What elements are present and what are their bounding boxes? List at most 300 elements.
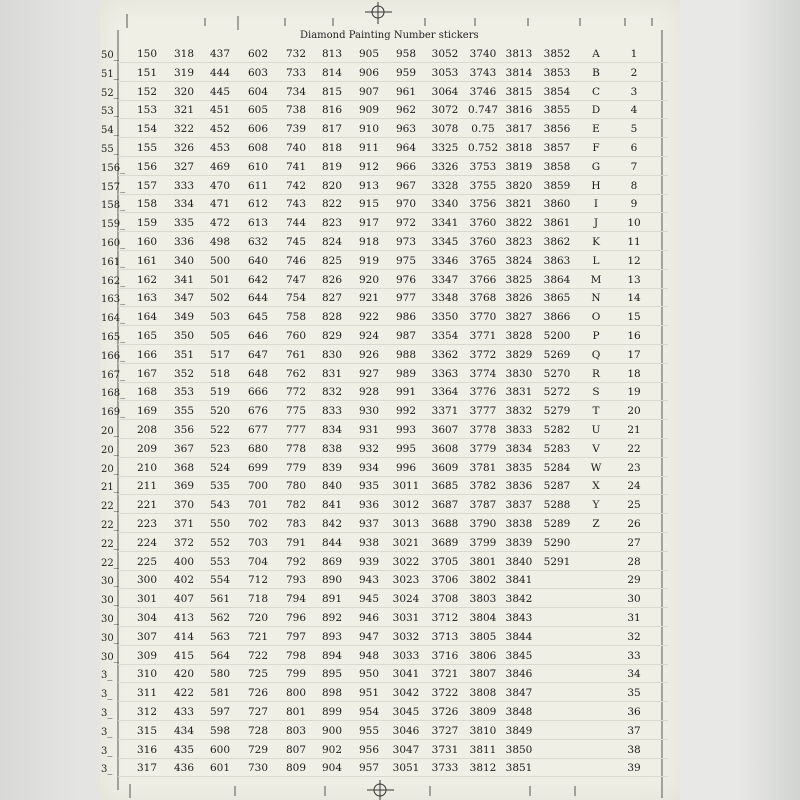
sticker-number: 29 — [627, 574, 641, 587]
sticker-number: 321 — [173, 104, 195, 117]
sticker-number: 936 — [358, 499, 380, 512]
sticker-number: 3825 — [505, 273, 533, 286]
sticker-number: 782 — [285, 499, 307, 512]
sticker-number: 817 — [321, 123, 343, 136]
sticker-number: 3771 — [469, 330, 497, 342]
sticker-number: 498 — [209, 236, 231, 248]
sticker-number: 517 — [209, 348, 231, 361]
row-divider — [118, 551, 668, 552]
sticker-number: 3 — [630, 85, 638, 98]
sticker-number: 890 — [321, 574, 343, 587]
sticker-number: 3348 — [431, 292, 459, 305]
edge-label: 3_ — [101, 726, 113, 738]
sticker-number: 5282 — [543, 424, 571, 436]
sticker-number: 937 — [358, 518, 380, 530]
row-divider — [118, 269, 668, 270]
sticker-number: 3861 — [543, 217, 571, 230]
sticker-number: 3817 — [505, 123, 533, 136]
sticker-number: 712 — [247, 574, 269, 587]
sticker-number: 742 — [285, 179, 307, 192]
sticker-number: 3052 — [431, 48, 459, 60]
sticker-number: 209 — [136, 442, 158, 455]
sticker-number: 961 — [395, 85, 417, 98]
sticker-number: 3833 — [505, 424, 533, 436]
sticker-number: 975 — [395, 254, 417, 267]
sticker-number: 415 — [173, 649, 195, 662]
sticker-number: 402 — [173, 574, 195, 587]
row-divider — [118, 438, 668, 439]
sticker-number: 954 — [358, 706, 380, 718]
sticker-number: 400 — [173, 555, 195, 568]
sticker-number: 898 — [321, 687, 343, 700]
edge-label: 3_ — [101, 745, 113, 757]
sticker-number: 553 — [209, 555, 231, 568]
sticker-number: 734 — [285, 85, 307, 98]
sticker-number: 317 — [136, 762, 158, 775]
edge-label: 22_ — [101, 501, 119, 513]
row-divider — [118, 344, 668, 345]
sticker-number: 800 — [285, 687, 307, 700]
sticker-number: 3811 — [469, 743, 497, 756]
sticker-number: 433 — [173, 706, 195, 718]
edge-label: 3_ — [101, 708, 113, 719]
sticker-number: 813 — [321, 48, 343, 60]
sticker-number: 5284 — [543, 461, 571, 474]
sticker-number: 223 — [136, 518, 158, 530]
sticker-number: 3818 — [505, 142, 533, 154]
sticker-number: 5200 — [543, 330, 571, 342]
sticker-number: 796 — [285, 612, 307, 624]
sticker-number: 524 — [209, 461, 231, 474]
sticker-number: 451 — [209, 104, 231, 117]
sticker-number: 957 — [358, 762, 380, 775]
sticker-number: 3826 — [505, 292, 533, 305]
edge-label: 162_ — [101, 275, 126, 287]
sticker-number: 826 — [321, 273, 343, 286]
sticker-number: 15 — [627, 311, 641, 324]
sticker-number: 976 — [395, 273, 417, 286]
sheet-title: Diamond Painting Number stickers — [300, 30, 479, 41]
sticker-number: 453 — [209, 142, 231, 154]
sticker-number: 794 — [285, 593, 307, 606]
edge-label: 30_ — [101, 576, 119, 588]
sticker-number: 799 — [285, 668, 307, 681]
row-divider — [118, 156, 668, 157]
sticker-number: 841 — [321, 499, 343, 512]
sticker-number: P — [592, 330, 600, 342]
edge-label: 157_ — [101, 181, 126, 193]
edge-label: 54_ — [101, 125, 119, 137]
sticker-number: 608 — [247, 142, 269, 154]
sticker-number: 935 — [358, 480, 380, 493]
sticker-number: 3021 — [392, 536, 420, 549]
edge-label: 20_ — [101, 426, 119, 437]
sticker-number: 3858 — [543, 160, 571, 173]
sticker-number: 931 — [358, 424, 380, 436]
sticker-number: 3685 — [431, 480, 459, 493]
sticker-number: 3840 — [505, 555, 533, 568]
sticker-number: 3853 — [543, 66, 571, 79]
sticker-number: 913 — [358, 179, 380, 192]
sticker-number: 958 — [395, 48, 417, 60]
sticker-number: 31 — [627, 612, 641, 624]
sticker-number: 39 — [627, 762, 641, 775]
sticker-number: 3829 — [505, 348, 533, 361]
sticker-number: 3843 — [505, 612, 533, 624]
sticker-number: 352 — [173, 367, 195, 380]
sticker-number: 30 — [627, 593, 641, 606]
sticker-number: 644 — [247, 292, 269, 305]
sticker-number: 778 — [285, 442, 307, 455]
sticker-number: 445 — [209, 85, 231, 98]
sticker-number: 372 — [173, 536, 195, 549]
sticker-number: 18 — [627, 367, 641, 380]
sticker-number: 7 — [630, 160, 638, 173]
sticker-number: 3835 — [505, 461, 533, 474]
sticker-number: 3852 — [543, 48, 571, 60]
sticker-number: 23 — [627, 461, 641, 474]
sticker-number: 444 — [209, 66, 231, 79]
sticker-number: 3776 — [469, 386, 497, 399]
sticker-number: 3819 — [505, 160, 533, 173]
sticker-number: 891 — [321, 593, 343, 606]
sticker-number: 309 — [136, 649, 158, 662]
sticker-number: 349 — [173, 311, 195, 324]
sticker-number: N — [591, 292, 601, 305]
sticker-number: 3013 — [392, 518, 420, 530]
sticker-number: 922 — [358, 311, 380, 324]
sticker-number: 924 — [358, 330, 380, 342]
edge-label: 167_ — [101, 369, 126, 381]
sticker-number: 3046 — [392, 724, 420, 737]
sticker-number: 970 — [395, 198, 417, 211]
sticker-number: 10 — [627, 217, 641, 230]
sticker-number: 604 — [247, 85, 269, 98]
sticker-number: 807 — [285, 743, 307, 756]
sticker-number: 838 — [321, 442, 343, 455]
sticker-number: 939 — [358, 555, 380, 568]
sticker-number: 3842 — [505, 593, 533, 606]
sticker-number: 3345 — [431, 236, 459, 248]
sticker-number: 603 — [247, 66, 269, 79]
sticker-number: 3814 — [505, 66, 533, 79]
edge-label: 30_ — [101, 595, 119, 607]
edge-label: 30_ — [101, 614, 119, 625]
sticker-number: 3864 — [543, 273, 571, 286]
row-divider — [118, 588, 668, 589]
sticker-number: 347 — [173, 292, 195, 305]
sticker-number: 5272 — [543, 386, 571, 399]
sticker-number: 780 — [285, 480, 307, 493]
sticker-number: D — [591, 104, 601, 117]
sticker-number: 169 — [136, 405, 158, 418]
sticker-number: 3354 — [431, 330, 459, 342]
sticker-number: 647 — [247, 348, 269, 361]
sticker-number: 335 — [173, 217, 195, 230]
sticker-number: 3727 — [431, 724, 459, 737]
row-divider — [118, 194, 668, 195]
sticker-number: 945 — [358, 593, 380, 606]
sticker-number: 160 — [136, 236, 158, 248]
row-divider — [118, 776, 668, 777]
edge-label: 3_ — [101, 764, 113, 776]
sticker-number: 5291 — [543, 555, 571, 568]
sticker-number: 20 — [627, 405, 641, 418]
sticker-number: 156 — [136, 160, 158, 173]
sticker-number: 157 — [136, 179, 158, 192]
sticker-number: 535 — [209, 480, 231, 493]
sticker-number: 3860 — [543, 198, 571, 211]
sticker-number: 11 — [627, 236, 641, 248]
sticker-number: 581 — [209, 687, 231, 700]
sticker-number: 3766 — [469, 273, 497, 286]
sticker-number: 434 — [173, 724, 195, 737]
sticker-number: 550 — [209, 518, 231, 530]
sticker-number: 809 — [285, 762, 307, 775]
sticker-number: 3768 — [469, 292, 497, 305]
sticker-number: 3041 — [392, 668, 420, 681]
sticker-number: 3839 — [505, 536, 533, 549]
sticker-number: 703 — [247, 536, 269, 549]
sticker-number: 3809 — [469, 706, 497, 718]
sticker-number: 798 — [285, 649, 307, 662]
sticker-number: 165 — [136, 330, 158, 342]
sticker-number: 938 — [358, 536, 380, 549]
sticker-number: 793 — [285, 574, 307, 587]
sticker-number: 721 — [247, 630, 269, 643]
sticker-number: 319 — [173, 66, 195, 79]
sticker-number: 822 — [321, 198, 343, 211]
sticker-number: 3804 — [469, 612, 497, 624]
edge-label: 168_ — [101, 388, 126, 400]
sticker-number: 3821 — [505, 198, 533, 211]
row-divider — [118, 457, 668, 458]
sticker-number: 3705 — [431, 555, 459, 568]
sticker-number: I — [593, 198, 599, 211]
sticker-number: 3855 — [543, 104, 571, 117]
sticker-number: 3822 — [505, 217, 533, 230]
row-divider — [118, 306, 668, 307]
sticker-number: 161 — [136, 254, 158, 267]
sticker-number: U — [591, 424, 601, 436]
sticker-number: 3863 — [543, 254, 571, 267]
sticker-number: 2 — [630, 66, 638, 79]
sticker-number: 19 — [627, 386, 641, 399]
sticker-number: 315 — [136, 724, 158, 737]
sticker-number: 792 — [285, 555, 307, 568]
sticker-number: 407 — [173, 593, 195, 606]
sticker-number: 730 — [247, 762, 269, 775]
sticker-number: 964 — [395, 142, 417, 154]
sticker-number: 3765 — [469, 254, 497, 267]
sticker-number: 830 — [321, 348, 343, 361]
sticker-number: 3755 — [469, 179, 497, 192]
sticker-number: 640 — [247, 254, 269, 267]
sticker-number: 3782 — [469, 480, 497, 493]
sticker-number: 158 — [136, 198, 158, 211]
sticker-number: 341 — [173, 273, 195, 286]
sticker-number: 3816 — [505, 104, 533, 117]
sticker-number: 564 — [209, 649, 231, 662]
sticker-number: 3813 — [505, 48, 533, 60]
sticker-number: 720 — [247, 612, 269, 624]
edge-label: 52_ — [101, 87, 119, 99]
sticker-number: 580 — [209, 668, 231, 681]
sticker-number: 503 — [209, 311, 231, 324]
sticker-number: 367 — [173, 442, 195, 455]
sticker-number: 369 — [173, 480, 195, 493]
sticker-number: 3731 — [431, 743, 459, 756]
sticker-number: 3760 — [469, 217, 497, 230]
sticker-number: 3011 — [392, 480, 420, 493]
sticker-number: 3812 — [469, 762, 497, 775]
sticker-number: 991 — [395, 386, 417, 399]
sticker-number: 5289 — [543, 518, 571, 530]
sticker-number: 744 — [285, 217, 307, 230]
sticker-number: 3024 — [392, 593, 420, 606]
sticker-number: 833 — [321, 405, 343, 418]
row-divider — [118, 419, 668, 420]
sticker-number: W — [590, 461, 602, 474]
sticker-number: 25 — [627, 499, 641, 512]
sticker-number: 3047 — [392, 743, 420, 756]
sticker-number: 3350 — [431, 311, 459, 324]
sticker-number: 505 — [209, 330, 231, 342]
sticker-number: 905 — [358, 48, 380, 60]
sticker-number: 14 — [627, 292, 641, 305]
sticker-number: 26 — [627, 518, 641, 530]
sticker-number: 3609 — [431, 461, 459, 474]
sticker-number: 12 — [627, 254, 641, 267]
sticker-number: 610 — [247, 160, 269, 173]
sticker-number: 967 — [395, 179, 417, 192]
sticker-number: 743 — [285, 198, 307, 211]
sticker-number: 910 — [358, 123, 380, 136]
sticker-number: 3072 — [431, 104, 459, 117]
sticker-number: 772 — [285, 386, 307, 399]
sticker-number: X — [592, 480, 600, 493]
sticker-number: 676 — [247, 405, 269, 418]
sticker-number: 3837 — [505, 499, 533, 512]
sticker-number: 3846 — [505, 668, 533, 681]
sticker-number: 718 — [247, 593, 269, 606]
sticker-number: 840 — [321, 480, 343, 493]
sticker-number: 3832 — [505, 405, 533, 418]
sticker-number: V — [592, 442, 600, 455]
edge-label: 51_ — [101, 68, 119, 80]
sticker-number: 300 — [136, 574, 158, 587]
edge-label: 20_ — [101, 463, 119, 475]
sticker-number: 823 — [321, 217, 343, 230]
sticker-number: 152 — [136, 85, 158, 98]
sticker-number: 892 — [321, 612, 343, 624]
sticker-number: 613 — [247, 217, 269, 230]
sticker-number: 963 — [395, 123, 417, 136]
row-divider — [118, 494, 668, 495]
sticker-number: 3051 — [392, 762, 420, 775]
sticker-number: 911 — [358, 142, 380, 154]
sticker-number: 738 — [285, 104, 307, 117]
row-divider — [118, 175, 668, 176]
sticker-number: 3830 — [505, 367, 533, 380]
edge-label: 159_ — [101, 219, 126, 231]
sticker-number: 827 — [321, 292, 343, 305]
sticker-number: 3022 — [392, 555, 420, 568]
sticker-number: 3733 — [431, 762, 459, 775]
edge-label: 22_ — [101, 557, 119, 569]
sticker-number: 702 — [247, 518, 269, 530]
sticker-number: 645 — [247, 311, 269, 324]
sticker-number: 351 — [173, 348, 195, 361]
sticker-number: 894 — [321, 649, 343, 662]
sticker-number: 312 — [136, 706, 158, 718]
row-divider — [118, 701, 668, 702]
sticker-number: 3787 — [469, 499, 497, 512]
sticker-number: 920 — [358, 273, 380, 286]
sticker-number: K — [592, 236, 600, 248]
sticker-number: 3849 — [505, 724, 533, 737]
sticker-number: O — [591, 311, 601, 324]
sticker-number: 552 — [209, 536, 231, 549]
row-divider — [118, 626, 668, 627]
edge-label: 3_ — [101, 689, 113, 701]
sticker-number: 3779 — [469, 442, 497, 455]
sticker-number: Q — [591, 348, 601, 361]
sticker-number: 3708 — [431, 593, 459, 606]
sticker-number: 842 — [321, 518, 343, 530]
sticker-number: 745 — [285, 236, 307, 248]
sticker-number: 989 — [395, 367, 417, 380]
edge-label: 21_ — [101, 482, 119, 494]
sticker-number: 3856 — [543, 123, 571, 136]
sticker-number: 150 — [136, 48, 158, 60]
sticker-number: 972 — [395, 217, 417, 230]
sticker-number: 437 — [209, 48, 231, 60]
sticker-number: 472 — [209, 217, 231, 230]
sticker-number: M — [590, 273, 602, 286]
sticker-number: 5269 — [543, 348, 571, 361]
row-divider — [118, 645, 668, 646]
sticker-number: 3838 — [505, 518, 533, 530]
sticker-number: 3687 — [431, 499, 459, 512]
sticker-number: 5288 — [543, 499, 571, 512]
sticker-number: 760 — [285, 330, 307, 342]
sticker-number: E — [592, 123, 600, 136]
sticker-number: 320 — [173, 85, 195, 98]
sticker-number: 3834 — [505, 442, 533, 455]
sticker-number: 316 — [136, 743, 158, 756]
sticker-number: 208 — [136, 424, 158, 436]
sticker-number: 210 — [136, 461, 158, 474]
sticker-number: 3033 — [392, 649, 420, 662]
sticker-number: 471 — [209, 198, 231, 211]
sticker-number: 996 — [395, 461, 417, 474]
sticker-number: 3347 — [431, 273, 459, 286]
sticker-number: 927 — [358, 367, 380, 380]
sticker-number: 3790 — [469, 518, 497, 530]
sticker-number: 829 — [321, 330, 343, 342]
edge-label: 166_ — [101, 350, 126, 362]
sticker-number: 3810 — [469, 724, 497, 737]
sticker-number: 791 — [285, 536, 307, 549]
sticker-number: 917 — [358, 217, 380, 230]
sticker-number: 5279 — [543, 405, 571, 418]
sticker-number: 919 — [358, 254, 380, 267]
sticker-number: 928 — [358, 386, 380, 399]
sticker-number: 13 — [627, 273, 641, 286]
sticker-number: A — [592, 48, 600, 60]
edge-label: 53_ — [101, 106, 119, 118]
